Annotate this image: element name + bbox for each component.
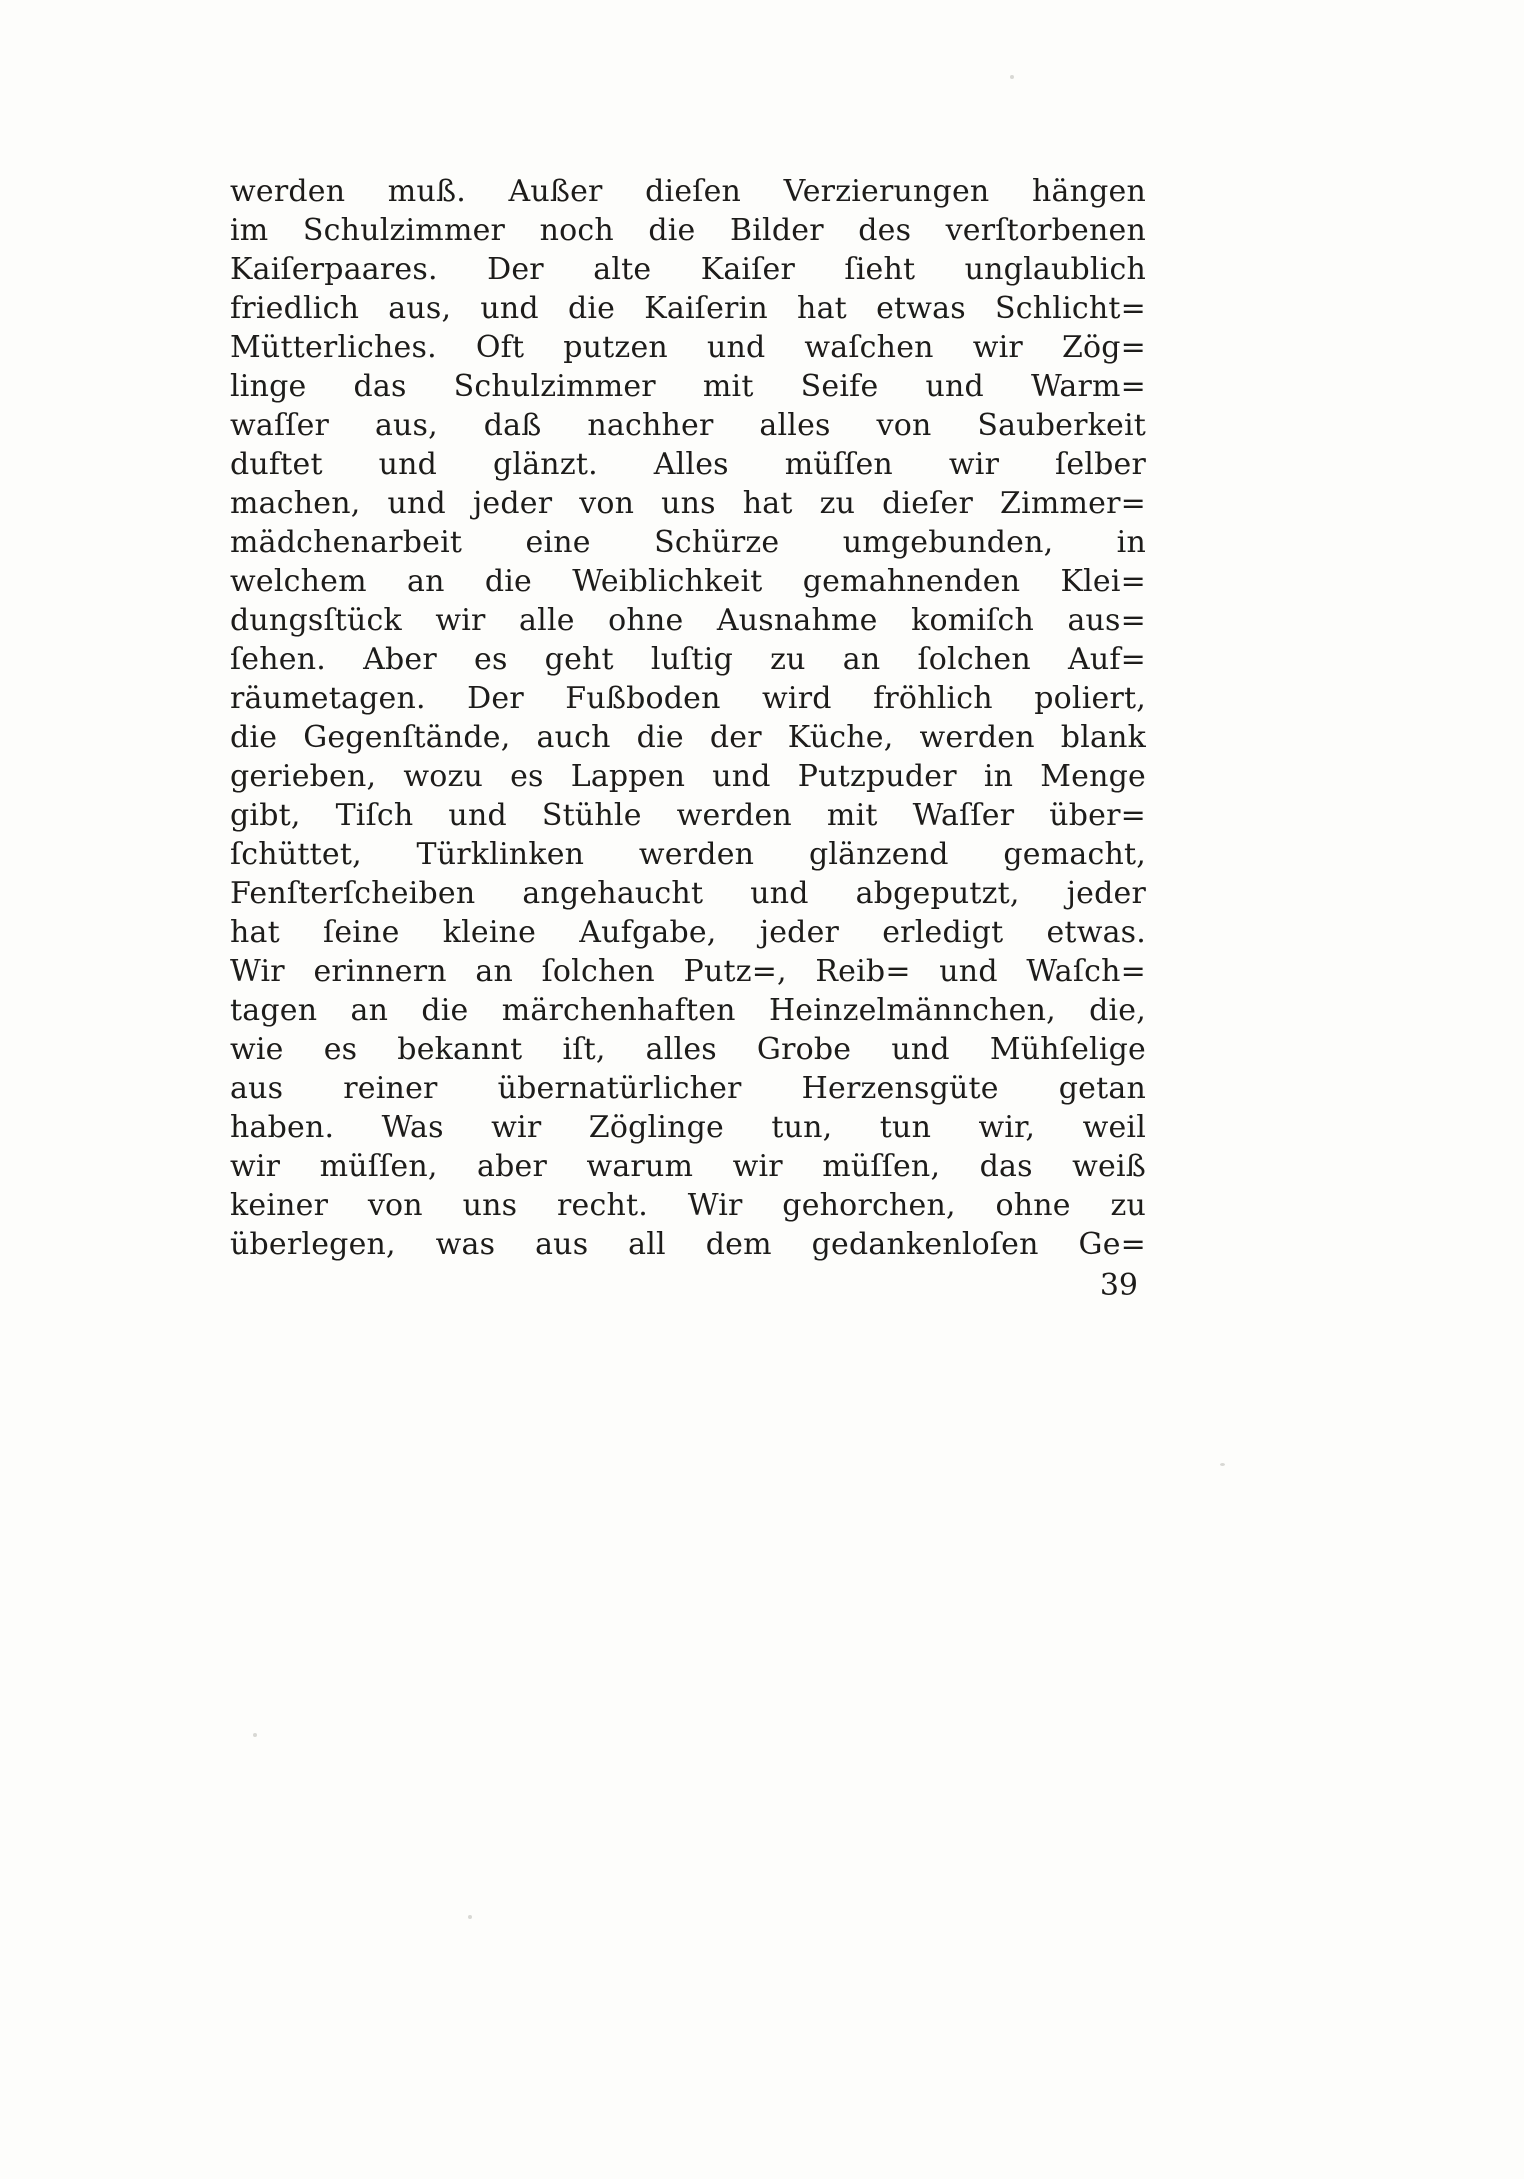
text-block xyxy=(230,172,1146,1264)
text-line: aus reiner übernatürlicher Herzensgüte getan xyxy=(230,1071,1146,1106)
text-line: linge das Schulzimmer mit Seife und Warm= xyxy=(230,369,1146,404)
text-line: die Gegenſtände, auch die der Küche, werden blank xyxy=(230,720,1146,755)
scan-speck xyxy=(1010,75,1014,79)
text-line: duftet und glänzt. Alles müſſen wir ſelber xyxy=(230,447,1146,482)
page-number: 39 xyxy=(1099,1268,1138,1303)
text-line: mädchenarbeit eine Schürze umgebunden, in xyxy=(230,525,1146,560)
text-line: Fenſterſcheiben angehaucht und abgeputzt, jeder xyxy=(230,876,1146,911)
text-line: überlegen, was aus all dem gedankenloſen Ge= xyxy=(230,1227,1146,1262)
text-line: werden muß. Außer dieſen Verzierungen hängen xyxy=(230,174,1146,209)
text-line: haben. Was wir Zöglinge tun, tun wir, weil xyxy=(230,1110,1146,1145)
text-line: tagen an die märchenhaften Heinzelmännchen, die, xyxy=(230,993,1146,1028)
text-line: welchem an die Weiblichkeit gemahnenden Klei= xyxy=(230,564,1146,599)
text-line: ſehen. Aber es geht luſtig zu an ſolchen Auf= xyxy=(230,642,1146,677)
text-line: friedlich aus, und die Kaiſerin hat etwas Schlicht= xyxy=(230,291,1146,326)
text-line: Wir erinnern an ſolchen Putz=, Reib= und Waſch= xyxy=(230,954,1146,989)
text-line: gerieben, wozu es Lappen und Putzpuder in Menge xyxy=(230,759,1146,794)
text-line: dungsſtück wir alle ohne Ausnahme komiſch aus= xyxy=(230,603,1146,638)
text-line: ſchüttet, Türklinken werden glänzend gemacht, xyxy=(230,837,1146,872)
text-line: räumetagen. Der Fußboden wird fröhlich poliert, xyxy=(230,681,1146,716)
text-line: wir müſſen, aber warum wir müſſen, das weiß xyxy=(230,1149,1146,1184)
text-line: keiner von uns recht. Wir gehorchen, ohne zu xyxy=(230,1188,1146,1223)
text-line: Kaiſerpaares. Der alte Kaiſer ſieht unglaublich xyxy=(230,252,1146,287)
text-line: im Schulzimmer noch die Bilder des verſtorbenen xyxy=(230,213,1146,248)
scan-speck xyxy=(468,1915,472,1919)
scan-speck xyxy=(1220,1463,1225,1466)
text-line: Mütterliches. Oft putzen und waſchen wir Zög= xyxy=(230,330,1146,365)
text-line: wie es bekannt iſt, alles Grobe und Mühſelige xyxy=(230,1032,1146,1067)
scan-speck xyxy=(253,1733,257,1737)
text-line: gibt, Tiſch und Stühle werden mit Waſſer über= xyxy=(230,798,1146,833)
text-line: machen, und jeder von uns hat zu dieſer Zimmer= xyxy=(230,486,1146,521)
text-line: waſſer aus, daß nachher alles von Sauberkeit xyxy=(230,408,1146,443)
text-line: hat ſeine kleine Aufgabe, jeder erledigt etwas. xyxy=(230,915,1146,950)
